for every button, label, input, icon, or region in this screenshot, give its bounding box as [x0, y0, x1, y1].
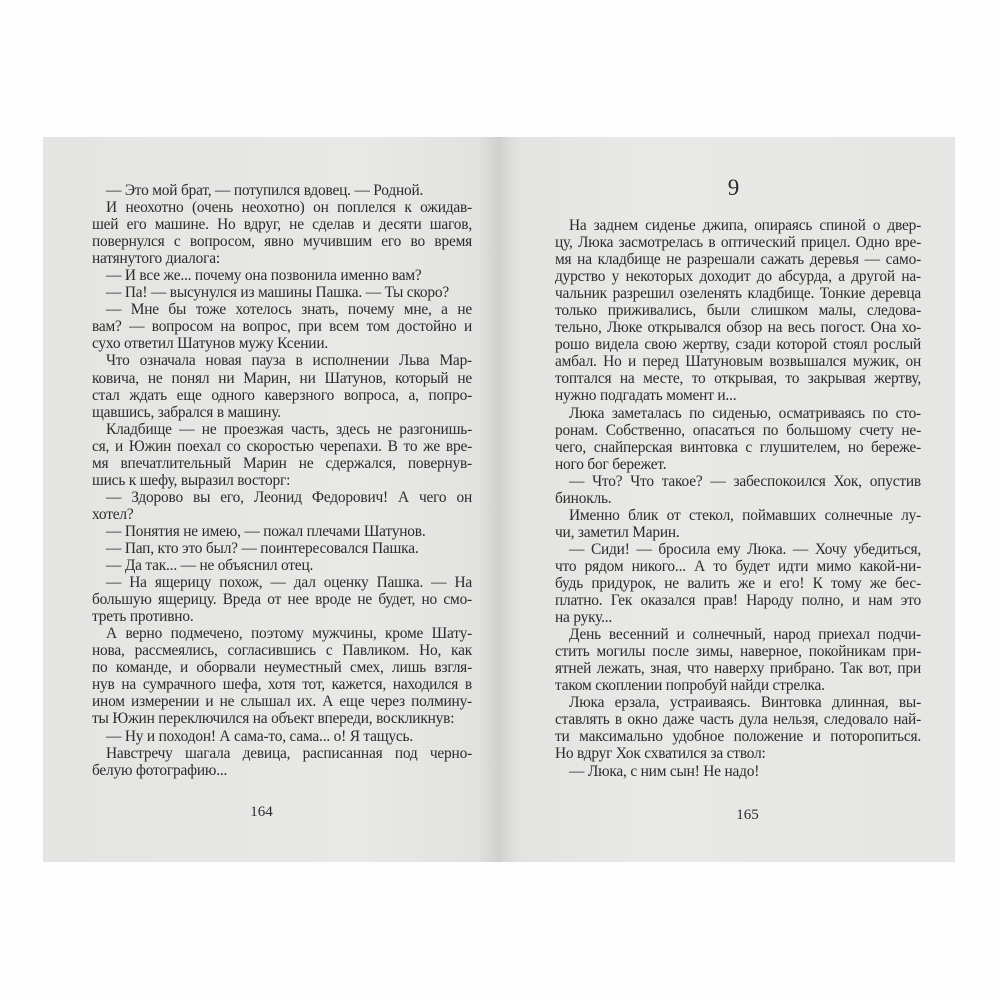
text-line: вам? — вопросом на вопрос, при всем том достойно и: [92, 318, 472, 336]
paragraph: [92, 182, 472, 199]
paragraph: [555, 405, 921, 473]
text-line: чего, снайперская винтовка с глушителем, но береже-: [555, 438, 921, 456]
text-line: — И все же... почему она позвонила именно вам?: [106, 267, 422, 285]
text-line: топтался на месте, то открывая, то закрывая жертву,: [555, 370, 921, 388]
text-line: будь придурок, не валить же и его! К тому же бес-: [555, 574, 921, 592]
text-line: стить могилы после зимы, наверное, покойникам при-: [555, 643, 921, 661]
text-line: День весенний и солнечный, народ приехал подчи-: [569, 626, 921, 644]
paragraph: [555, 694, 921, 762]
paragraph: [92, 625, 472, 727]
paragraph: [92, 421, 472, 489]
text-line: Кладбище — не проезжая часть, здесь не разгонишь-: [106, 420, 472, 438]
paragraph: [555, 507, 921, 541]
text-line: ты Южин переключился на объект впереди, воскликнув:: [92, 710, 455, 728]
paragraph: [92, 728, 472, 745]
text-line: ятней лежать, зная, что наверху прибрано. Так вот, при: [555, 660, 921, 678]
paragraph: [92, 267, 472, 284]
text-line: нова, рассмеялись, согласившись с Павликом. Но, как: [92, 642, 472, 660]
text-line: — Это мой брат, — потупился вдовец. — Родной.: [106, 182, 424, 199]
paragraph: [92, 523, 472, 540]
text-line: чальник разрешил озеленять кладбище. Тонкие деревца: [555, 285, 921, 303]
text-line: хотел?: [92, 505, 134, 523]
text-line: только приживались, были слишком малы, следова-: [555, 302, 921, 320]
text-line: на руку...: [555, 609, 613, 627]
paragraph: [555, 217, 921, 405]
left-page-text: [92, 182, 472, 779]
text-line: ставлять в окно даже часть дула нельзя, следовало най-: [555, 711, 921, 729]
text-line: по команде, и оборвали неуместный смех, лишь взгля-: [92, 659, 472, 677]
text-line: дурство у некоторых доходит до абсурда, а другой на-: [555, 268, 921, 286]
paragraph: [92, 557, 472, 574]
text-line: ти максимально удобное положение и поторопиться.: [555, 728, 921, 746]
text-line: рошо видела свою жертву, сзади которой стоял рослый: [555, 336, 921, 354]
paragraph: [555, 626, 921, 694]
text-line: тельно, Люке открывался обзор на весь погост. Она хо-: [555, 319, 921, 337]
paragraph: [92, 352, 472, 420]
text-line: большую ящерицу. Вреда от нее вроде не будет, но смо-: [92, 591, 472, 609]
text-line: мя впечатлительный Марин не сдержался, повернув-: [92, 454, 472, 472]
text-line: Именно блик от стекол, поймавших солнечные лу-: [569, 506, 921, 524]
text-line: шей его машине. Но вдруг, не сделав и десяти шагов,: [92, 216, 472, 234]
text-line: таком скоплении попробуй найди стрелка.: [555, 677, 825, 695]
text-line: — На ящерицу похож, — дал оценку Пашка. — На: [106, 574, 472, 592]
chapter-number: 9: [727, 175, 740, 200]
open-book: [43, 137, 955, 862]
text-line: щавшись, забрался в машину.: [92, 403, 281, 421]
text-line: ронам. Собственно, опасаться по большому счету не-: [555, 421, 921, 439]
text-line: мя на кладбище не разрешали сажать деревья — само-: [555, 251, 921, 269]
text-line: — Пап, кто это был? — поинтересовался Пашка.: [106, 539, 419, 557]
text-line: цу, Люка засмотрелась в оптический прицел. Одно вре-: [555, 234, 921, 252]
paragraph: [555, 541, 921, 626]
right-page-text: [555, 217, 921, 780]
text-line: ся, и Южин поехал со скоростью черепахи. В то же вре-: [92, 437, 472, 455]
text-line: — Мне бы тоже хотелось знать, почему мне, а не: [106, 301, 472, 319]
page-number: 164: [250, 804, 273, 820]
text-line: Но вдруг Хок схватился за ствол:: [555, 745, 766, 763]
text-line: — Люка, с ним сын! Не надо!: [569, 762, 760, 780]
text-line: Навстречу шагала девица, расписанная под черно-: [106, 744, 472, 762]
text-line: треть противно.: [92, 608, 194, 626]
text-line: ином измерении и не слышал их. А еще через полмину-: [92, 693, 472, 711]
page-number: 165: [736, 807, 759, 823]
text-line: ного бог бережет.: [555, 455, 667, 473]
text-line: нув на сумрачного шефа, хотя тот, кажется, находился в: [92, 676, 472, 694]
text-line: платно. Гек оказался прав! Народу полно, и нам это: [555, 592, 921, 610]
paragraph: [92, 284, 472, 301]
paragraph: [92, 540, 472, 557]
paragraph: [92, 489, 472, 523]
text-line: — Что? Что такое? — забеспокоился Хок, опустив: [569, 472, 921, 490]
text-line: амбал. Но и перед Шатуновым возвышался мужик, он: [555, 353, 921, 371]
paragraph: [92, 301, 472, 352]
text-line: — Сиди! — бросила ему Люка. — Хочу убедиться,: [569, 540, 921, 558]
paragraph: [92, 574, 472, 625]
text-line: натянутого диалога:: [92, 250, 220, 268]
text-line: — Па! — высунулся из машины Пашка. — Ты скоро?: [106, 284, 450, 302]
text-line: На заднем сиденье джипа, опираясь спиной о двер-: [569, 217, 921, 234]
text-line: — Ну и походон! А сама-то, сама... о! Я тащусь.: [106, 727, 414, 745]
paragraph: [92, 745, 472, 779]
text-line: Что означала новая пауза в исполнении Льва Мар-: [106, 352, 472, 370]
text-line: бинокль.: [555, 489, 612, 507]
text-line: А верно подмечено, поэтому мужчины, кроме Шату-: [106, 625, 472, 643]
text-line: ковича, не понял ни Марин, ни Шатунов, который не: [92, 369, 472, 387]
text-line: Люка заметалась по сиденью, осматриваясь по сто-: [569, 404, 921, 422]
text-line: Люка ерзала, устраиваясь. Винтовка длинная, вы-: [569, 694, 921, 712]
left-page: [43, 137, 500, 862]
text-line: нужно подгадать момент и...: [555, 387, 737, 405]
text-line: стал ждать еще одного каверзного вопроса, а, попро-: [92, 386, 472, 404]
paragraph: [555, 473, 921, 507]
paragraph: [92, 199, 472, 267]
paragraph: [555, 763, 921, 780]
text-line: — Понятия не имею, — пожал плечами Шатунов.: [106, 522, 426, 540]
text-line: — Да так... — не объяснил отец.: [106, 557, 314, 575]
text-line: повернулся с вопросом, явно мучившим его во время: [92, 233, 472, 251]
text-line: что рядом никого... А то будет идти мимо какой-ни-: [555, 557, 921, 575]
right-page: [500, 137, 955, 862]
text-line: И неохотно (очень неохотно) он поплелся к ожидав-: [106, 199, 472, 217]
text-line: белую фотографию...: [92, 761, 228, 779]
text-line: сухо ответил Шатунов мужу Ксении.: [92, 335, 329, 353]
text-line: чи, заметил Марин.: [555, 523, 680, 541]
text-line: — Здорово вы его, Леонид Федорович! А чего он: [106, 488, 472, 506]
text-line: шись к шефу, выразил восторг:: [92, 471, 291, 489]
